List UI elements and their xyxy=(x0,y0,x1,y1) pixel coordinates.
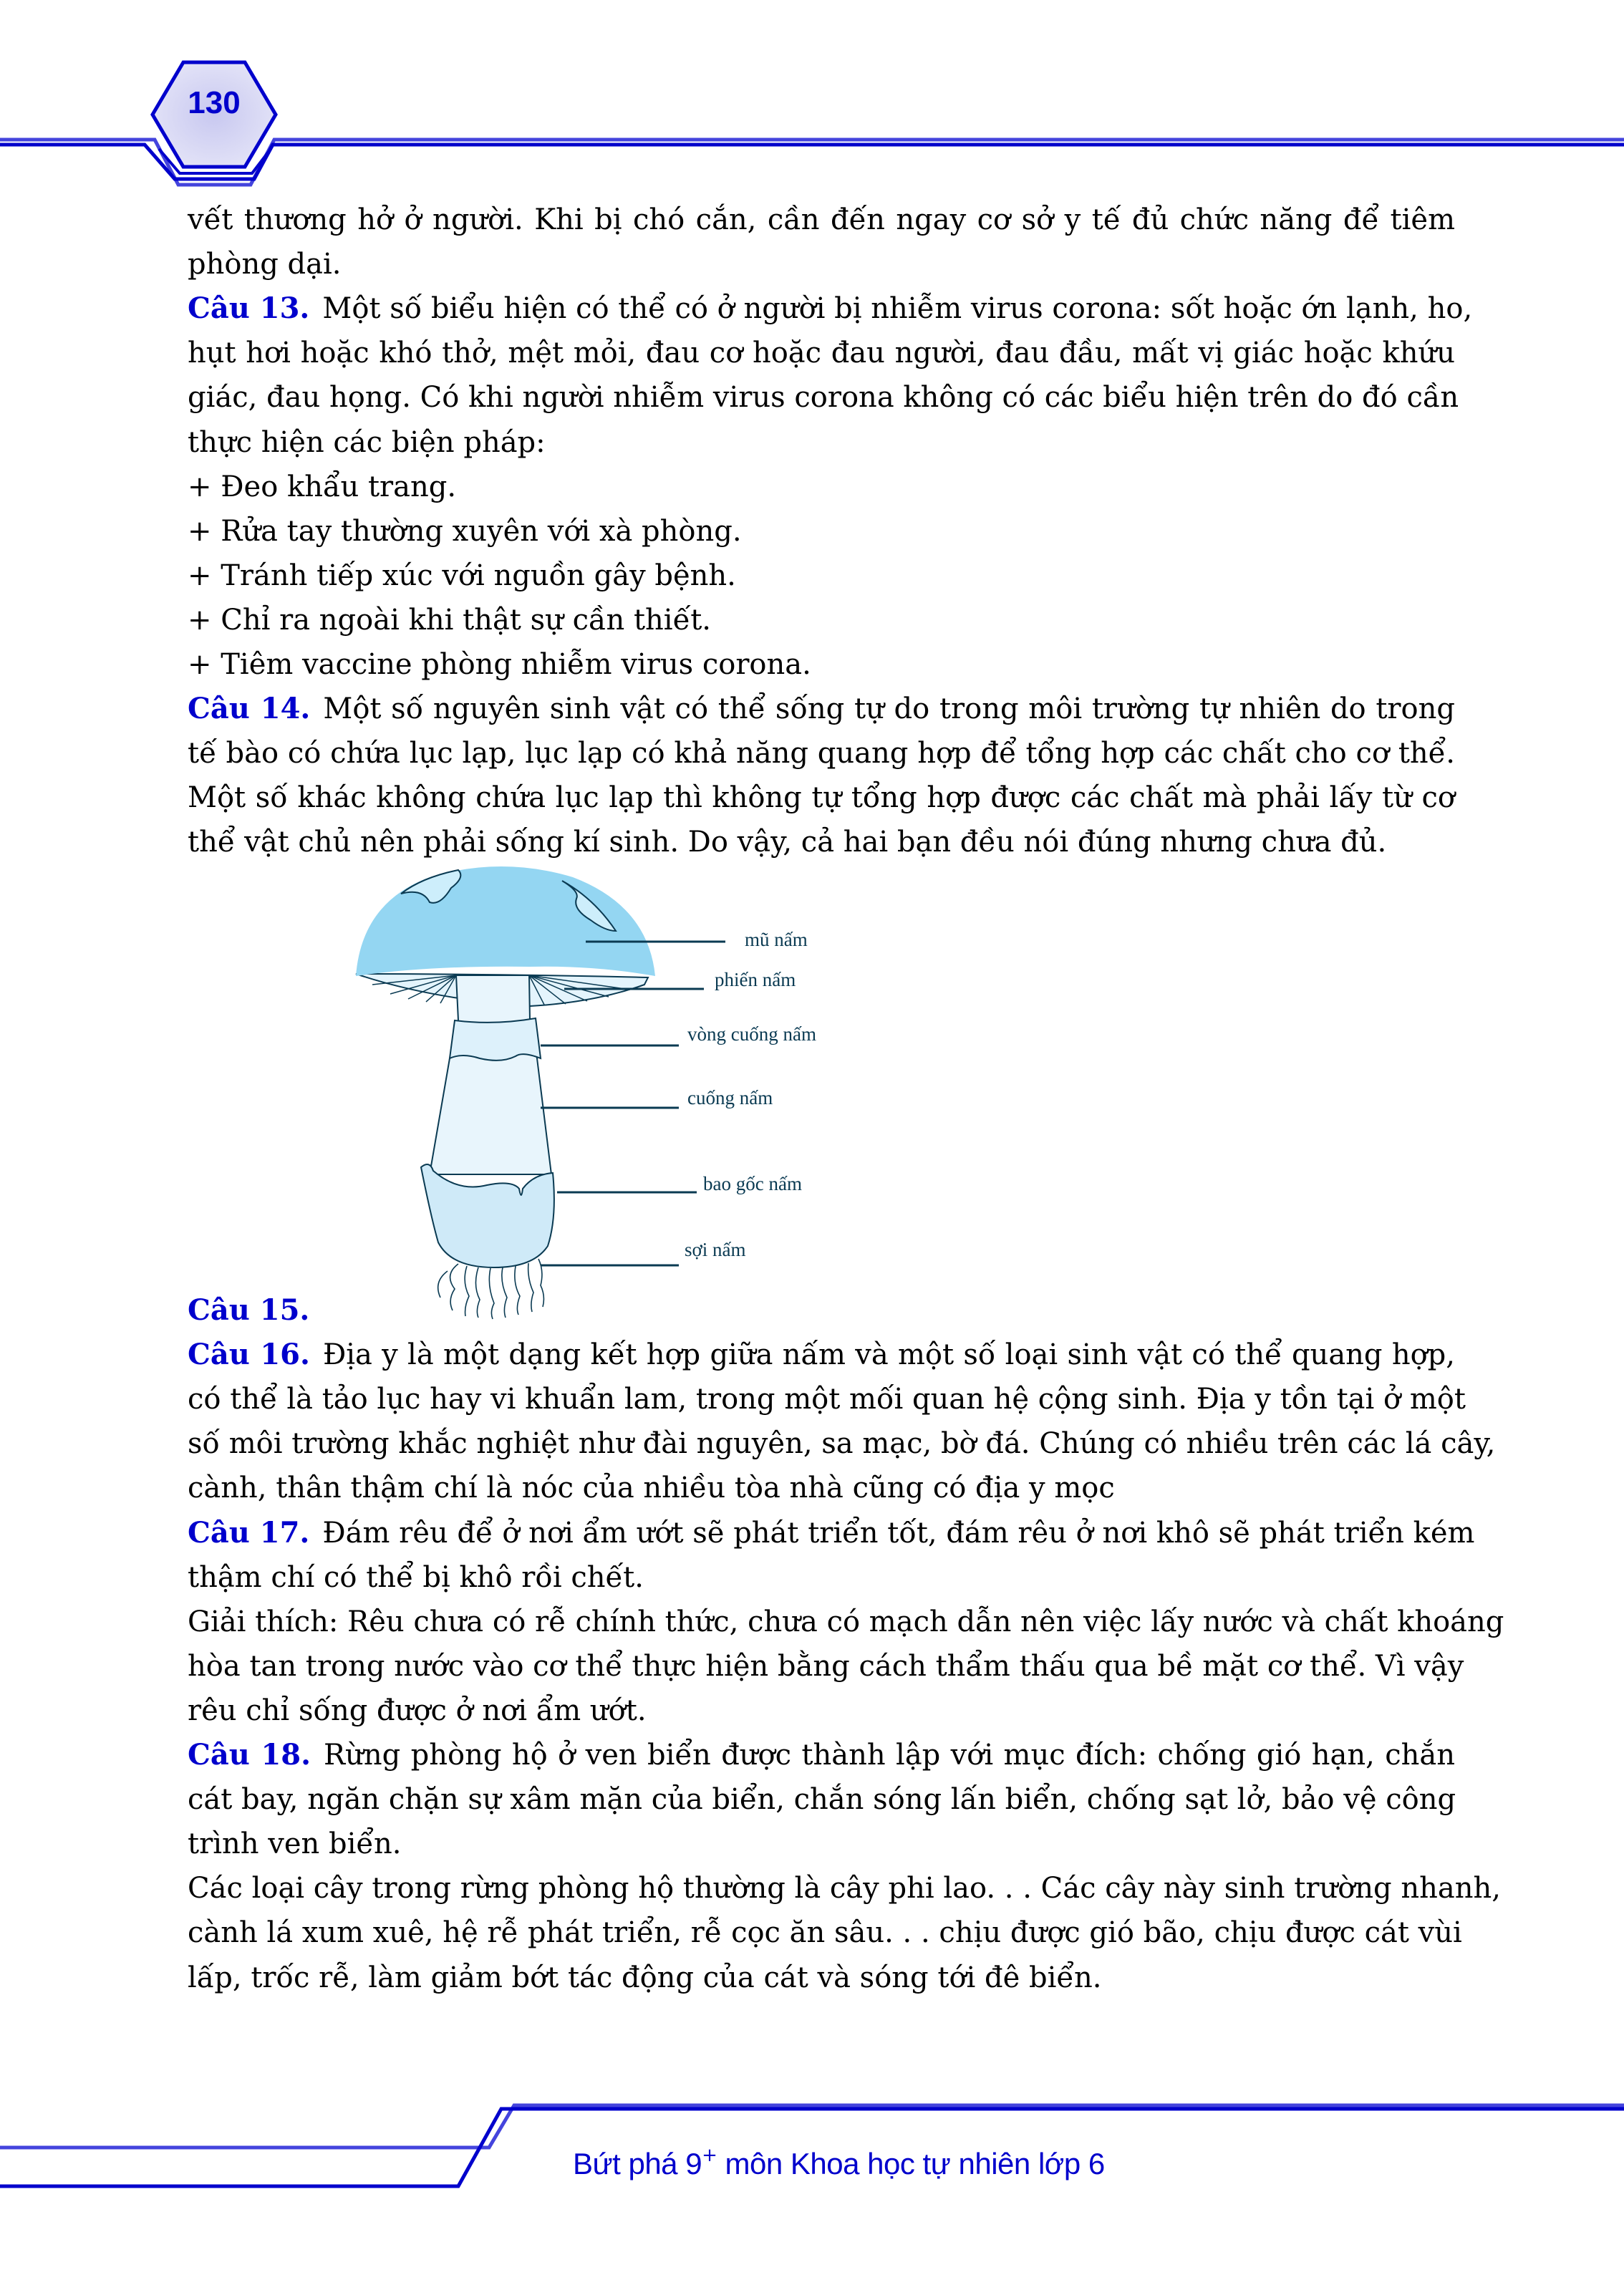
footer-book-title xyxy=(573,2145,1105,2181)
footer-title-prefix: Bứt phá 9 xyxy=(573,2147,702,2180)
text-line xyxy=(188,1421,1496,1466)
text-line xyxy=(188,1466,1455,1510)
text-line xyxy=(188,1822,1455,1866)
text-line xyxy=(188,420,1455,465)
text-line xyxy=(188,1866,1501,1911)
line-text: tế bào có chứa lục lạp, lục lạp có khả năng quang hợp để tổng hợp các chất cho cơ thể. xyxy=(188,737,1455,771)
question-label: Câu 13. xyxy=(188,291,310,326)
line-text: rêu chỉ sống được ở nơi ẩm ướt. xyxy=(188,1694,647,1727)
text-line xyxy=(188,731,1455,776)
line-text: cành lá xum xuê, hệ rễ phát triển, rễ cọc ăn sâu. . . chịu được gió bão, chịu được cát vùi xyxy=(188,1916,1462,1950)
mushroom-illustration xyxy=(344,856,888,1321)
line-text: Rừng phòng hộ ở ven biển được thành lập với mục đích: chống gió hạn, chắn xyxy=(324,1739,1455,1772)
text-line xyxy=(188,375,1459,420)
question-line xyxy=(188,286,1473,331)
text-line xyxy=(188,509,1455,554)
question-line xyxy=(188,687,1455,731)
text-line xyxy=(188,1689,1455,1733)
text-line xyxy=(188,1911,1462,1955)
question-line xyxy=(188,1333,1455,1377)
label-ring: vòng cuống nấm xyxy=(687,1023,816,1045)
line-text: + Rửa tay thường xuyên với xà phòng. xyxy=(188,514,742,548)
line-text: Giải thích: Rêu chưa có rễ chính thức, chưa có mạch dẫn nên việc lấy nước và chất khoáng xyxy=(188,1605,1504,1638)
page-number: 130 xyxy=(188,85,241,120)
line-text: thể vật chủ nên phải sống kí sinh. Do vậy, cả hai bạn đều nói đúng nhưng chưa đủ. xyxy=(188,826,1387,859)
text-line xyxy=(188,554,1455,598)
line-text: vết thương hở ở người. Khi bị chó cắn, cần đến ngay cơ sở y tế đủ chức năng để tiêm xyxy=(188,203,1455,236)
line-text: hụt hơi hoặc khó thở, mệt mỏi, đau cơ hoặc đau người, đau đầu, mất vị giác hoặc khứu xyxy=(188,337,1455,370)
label-gills: phiến nấm xyxy=(715,969,796,990)
line-text: cát bay, ngăn chặn sự xâm mặn của biển, chắn sóng lấn biển, chống sạt lở, bảo vệ công xyxy=(188,1783,1456,1817)
text-line xyxy=(188,1644,1464,1689)
line-text: Đám rêu để ở nơi ẩm ướt sẽ phát triển tốt, đám rêu ở nơi khô sẽ phát triển kém xyxy=(322,1516,1475,1550)
line-text: Một số khác không chứa lục lạp thì không tự tổng hợp được các chất mà phải lấy từ cơ xyxy=(188,781,1455,815)
label-cap: mũ nấm xyxy=(745,929,808,950)
label-mycelium: sợi nấm xyxy=(685,1239,746,1260)
line-text: Một số biểu hiện có thể có ở người bị nhiễm virus corona: sốt hoặc ớn lạnh, ho, xyxy=(322,292,1473,326)
line-text: thậm chí có thể bị khô rồi chết. xyxy=(188,1560,644,1594)
question-line xyxy=(188,1288,1455,1333)
label-volva: bao gốc nấm xyxy=(703,1173,802,1194)
mushroom-structure-diagram xyxy=(344,856,888,1321)
question-label: Câu 15. xyxy=(188,1293,310,1327)
text-line xyxy=(188,1377,1466,1421)
text-line xyxy=(188,331,1455,375)
text-line xyxy=(188,776,1455,820)
line-text: + Chỉ ra ngoài khi thật sự cần thiết. xyxy=(188,603,711,637)
label-stem: cuống nấm xyxy=(687,1087,773,1108)
question-line xyxy=(188,1733,1455,1777)
mushroom-ring xyxy=(450,1018,541,1061)
text-line xyxy=(188,242,1455,286)
line-text: cành, thân thậm chí là nóc của nhiều tòa nhà cũng có địa y mọc xyxy=(188,1472,1115,1505)
text-line xyxy=(188,465,1455,509)
footer-title-sup: + xyxy=(702,2145,717,2166)
text-line xyxy=(188,642,1455,687)
line-text: số môi trường khắc nghiệt như đài nguyên, sa mạc, bờ đá. Chúng có nhiều trên các lá cây, xyxy=(188,1427,1496,1461)
question-label: Câu 14. xyxy=(188,692,311,726)
mushroom-volva xyxy=(421,1164,554,1267)
text-line xyxy=(188,1600,1504,1644)
line-text: + Tiêm vaccine phòng nhiễm virus corona. xyxy=(188,648,811,681)
line-text: có thể là tảo lục hay vi khuẩn lam, trong một mối quan hệ cộng sinh. Địa y tồn tại ở một xyxy=(188,1383,1466,1416)
line-text: Một số nguyên sinh vật có thể sống tự do trong môi trường tự nhiên do trong xyxy=(323,692,1455,726)
line-text: trình ven biển. xyxy=(188,1827,402,1861)
line-text: Các loại cây trong rừng phòng hộ thường là cây phi lao. . . Các cây này sinh trường nhanh, xyxy=(188,1872,1501,1906)
footer-title-suffix: môn Khoa học tự nhiên lớp 6 xyxy=(717,2147,1105,2180)
text-line xyxy=(188,1956,1455,2000)
text-line xyxy=(188,598,1455,642)
line-text: thực hiện các biện pháp: xyxy=(188,425,546,459)
mushroom-cap xyxy=(356,866,655,976)
text-line xyxy=(188,1777,1455,1822)
line-text: lấp, trốc rễ, làm giảm bớt tác động của cát và sóng tới đê biển. xyxy=(188,1961,1102,1994)
question-label: Câu 17. xyxy=(188,1515,310,1550)
text-line xyxy=(188,1555,1455,1600)
line-text: Địa y là một dạng kết hợp giữa nấm và một số loại sinh vật có thể quang hợp, xyxy=(322,1338,1455,1372)
line-text: hòa tan trong nước vào cơ thể thực hiện bằng cách thẩm thấu qua bề mặt cơ thể. Vì vậy xyxy=(188,1649,1464,1683)
line-text: + Tránh tiếp xúc với nguồn gây bệnh. xyxy=(188,559,736,592)
line-text: giác, đau họng. Có khi người nhiễm virus corona không có các biểu hiện trên do đó cần xyxy=(188,381,1459,415)
line-text: phòng dại. xyxy=(188,248,342,281)
text-line xyxy=(188,198,1455,242)
line-text: + Đeo khẩu trang. xyxy=(188,470,457,503)
question-label: Câu 18. xyxy=(188,1738,311,1772)
question-label: Câu 16. xyxy=(188,1338,310,1372)
question-line xyxy=(188,1511,1475,1555)
